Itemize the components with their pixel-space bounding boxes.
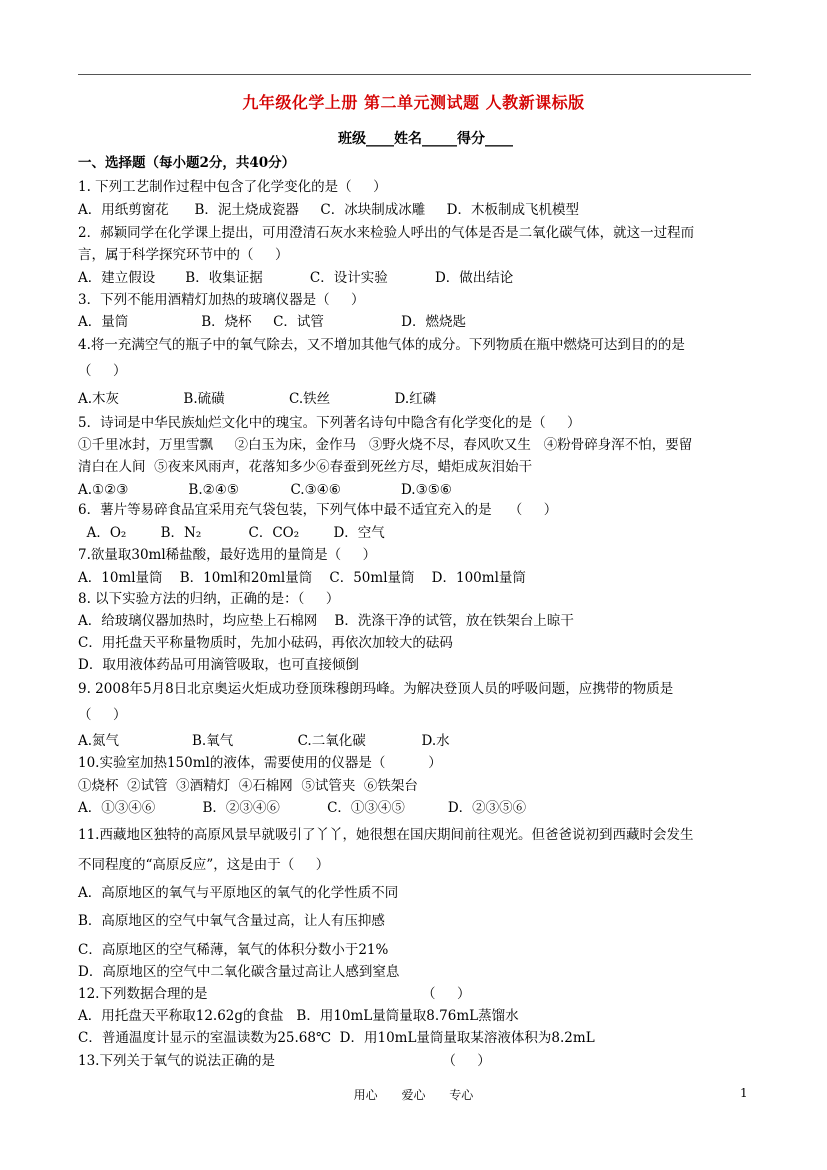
question-line: 9. 2008年5月8日北京奥运火炬成功登顶珠穆朗玛峰。为解决登顶人员的呼吸问题，应携带的物质是 [78, 681, 674, 697]
question-line: （ ） [78, 363, 127, 379]
section-heading: 一、选择题（每小题2分，共40分） [78, 155, 296, 171]
page-footer: 用心 爱心 专心 [353, 1088, 474, 1102]
question-line: A．给玻璃仪器加热时，均应垫上石棉网 B．洗涤干净的试管，放在铁架台上晾干 [78, 613, 574, 629]
question-line: A．建立假设 B．收集证据 C．设计实验 D．做出结论 [78, 270, 514, 286]
question-line: ①烧杯 ②试管 ③酒精灯 ④石棉网 ⑤试管夹 ⑥铁架台 [78, 778, 418, 794]
question-line: A.木灰 B.硫磺 C.铁丝 D.红磷 [78, 391, 437, 407]
question-line: D．取用液体药品可用滴管吸取，也可直接倾倒 [78, 657, 359, 673]
question-line: C．高原地区的空气稀薄，氧气的体积分数小于21% [78, 942, 389, 958]
question-line: D．高原地区的空气中二氧化碳含量过高让人感到窒息 [78, 964, 400, 980]
question-line: C．普通温度计显示的室温读数为25.68℃ D．用10mL量筒量取某溶液体积为8.2mL [78, 1030, 595, 1046]
question-line: 3．下列不能用酒精灯加热的玻璃仪器是（ ） [78, 292, 365, 308]
question-line: ①千里冰封，万里雪飘 ②白玉为床，金作马 ③野火烧不尽，春风吹又生 ④粉骨碎身浑不怕，要留 [78, 437, 693, 453]
question-line: 10.实验室加热150ml的液体，需要使用的仪器是（ ） [78, 755, 442, 771]
question-line: 12.下列数据合理的是 （ ） [78, 986, 471, 1002]
question-line: 6．薯片等易碎食品宜采用充气袋包装，下列气体中最不适宜充入的是 （ ） [78, 502, 558, 518]
question-line: 不同程度的“高原反应”，这是由于（ ） [78, 857, 330, 873]
student-info-line: 班级____姓名_____得分____ [338, 131, 513, 147]
question-line: 11.西藏地区独特的高原风景早就吸引了丫丫，她很想在国庆期间前往观光。但爸爸说初到西藏时会发生 [78, 827, 694, 843]
question-line: A．①③④⑥ B．②③④⑥ C．①③④⑤ D．②③⑤⑥ [78, 800, 527, 816]
question-line: C．用托盘天平称量物质时，先加小砝码，再依次加较大的砝码 [78, 635, 453, 651]
question-line: A.①②③ B.②④⑤ C.③④⑥ D.③⑤⑥ [78, 482, 452, 498]
question-line: 4.将一充满空气的瓶子中的氧气除去，又不增加其他气体的成分。下列物质在瓶中燃烧可达到目的的是 [78, 337, 685, 353]
question-line: 13.下列关于氧气的说法正确的是 （ ） [78, 1053, 491, 1069]
question-line: A．高原地区的氧气与平原地区的氧气的化学性质不同 [78, 885, 399, 901]
header-rule [78, 74, 751, 75]
question-line: 1. 下列工艺制作过程中包含了化学变化的是（ ） [78, 179, 387, 195]
question-line: 言，属于科学探究环节中的（ ） [78, 247, 289, 263]
question-line: A．10ml量筒 B．10ml和20ml量筒 C．50ml量筒 D．100ml量筒 [78, 570, 526, 586]
question-line: A．用托盘天平称取12.62g的食盐 B．用10mL量筒量取8.76mL蒸馏水 [78, 1008, 519, 1024]
question-line: A．用纸剪窗花 B．泥土烧成瓷器 C．冰块制成冰雕 D．木板制成飞机模型 [78, 202, 579, 218]
question-line: A．量筒 B．烧杯 C．试管 D．燃烧匙 [78, 314, 466, 330]
page-title: 九年级化学上册 第二单元测试题 人教新课标版 [242, 93, 585, 112]
page-number: 1 [740, 1086, 748, 1100]
question-line: B．高原地区的空气中氧气含量过高，让人有压抑感 [78, 913, 385, 929]
question-line: A.氮气 B.氧气 C.二氧化碳 D.水 [78, 733, 450, 749]
question-line: 5．诗词是中华民族灿烂文化中的瑰宝。下列著名诗句中隐含有化学变化的是（ ） [78, 415, 581, 431]
question-line: 清白在人间 ⑤夜来风雨声，花落知多少⑥春蚕到死丝方尽，蜡炬成灰泪始干 [78, 459, 533, 475]
question-line: （ ） [78, 707, 127, 723]
question-line: A．O₂ B．N₂ C．CO₂ D．空气 [78, 525, 385, 541]
question-line: 7.欲量取30ml稀盐酸，最好选用的量筒是（ ） [78, 547, 377, 563]
question-line: 8. 以下实验方法的归纳，正确的是：（ ） [78, 591, 340, 607]
question-line: 2．郝颖同学在化学课上提出，可用澄清石灰水来检验人呼出的气体是否是二氧化碳气体，就这一过程而 [78, 225, 695, 241]
